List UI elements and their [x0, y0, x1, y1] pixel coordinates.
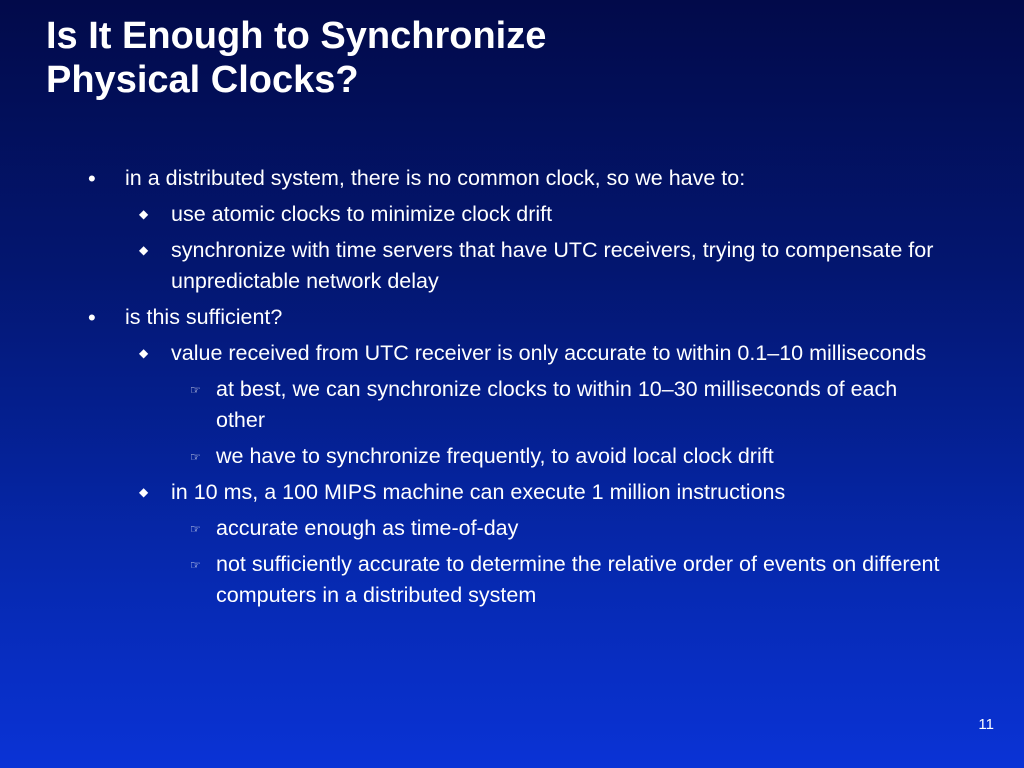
bullet-text: at best, we can synchronize clocks to within 10–30 milliseconds of each other [216, 377, 898, 432]
bullet-list [0, 163, 1024, 611]
bullet-text: accurate enough as time-of-day [216, 516, 519, 540]
bullet-item [0, 235, 1024, 297]
diamond-bullet-icon: ◆ [139, 207, 149, 221]
bullet-item [0, 374, 1024, 436]
slide-title-line-2: Physical Clocks? [46, 59, 359, 101]
pointing-hand-bullet-icon: ☞ [190, 450, 201, 464]
bullet-item [0, 441, 1024, 472]
page-number: 11 [978, 716, 994, 733]
diamond-bullet-icon: ◆ [139, 243, 149, 257]
bullet-text: not sufficiently accurate to determine the relative order of events on different computers in a distributed system [216, 552, 940, 607]
bullet-text: in a distributed system, there is no common clock, so we have to: [125, 166, 746, 190]
pointing-hand-bullet-icon: ☞ [190, 522, 201, 536]
bullet-text: use atomic clocks to minimize clock drift [171, 202, 553, 226]
bullet-item [0, 549, 1024, 611]
pointing-hand-bullet-icon: ☞ [190, 383, 201, 397]
bullet-item [0, 302, 1024, 333]
slide-title-line-1: Is It Enough to Synchronize [46, 15, 547, 57]
pointing-hand-bullet-icon: ☞ [190, 558, 201, 572]
bullet-text: synchronize with time servers that have UTC receivers, trying to compensate for unpredictable network delay [171, 238, 934, 293]
diamond-bullet-icon: ◆ [139, 346, 149, 360]
bullet-text: value received from UTC receiver is only accurate to within 0.1–10 milliseconds [171, 341, 927, 365]
round-bullet-icon: • [88, 166, 96, 191]
bullet-item [0, 199, 1024, 230]
bullet-item [0, 163, 1024, 194]
slide-title [46, 14, 546, 102]
bullet-item [0, 338, 1024, 369]
diamond-bullet-icon: ◆ [139, 485, 149, 499]
bullet-text: is this sufficient? [125, 305, 283, 329]
bullet-text: in 10 ms, a 100 MIPS machine can execute 1 million instructions [171, 480, 786, 504]
bullet-item [0, 513, 1024, 544]
round-bullet-icon: • [88, 305, 96, 330]
bullet-item [0, 477, 1024, 508]
bullet-text: we have to synchronize frequently, to avoid local clock drift [216, 444, 774, 468]
